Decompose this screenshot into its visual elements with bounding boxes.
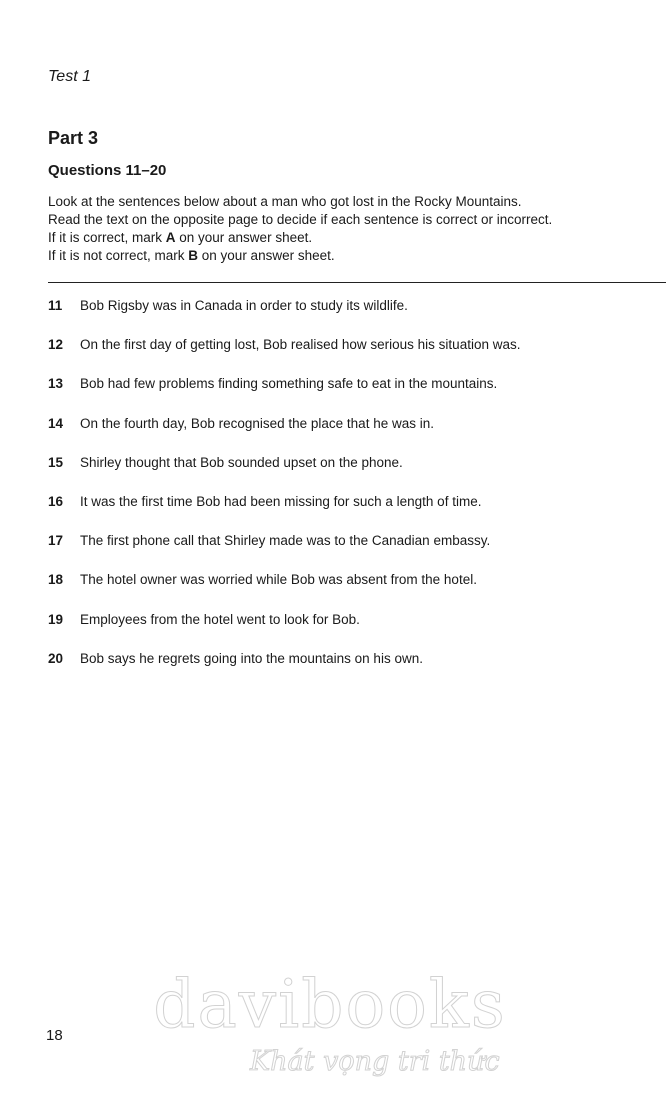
question-text: Shirley thought that Bob sounded upset on the phone.: [80, 454, 403, 470]
instruction-line-1: Look at the sentences below about a man who got lost in the Rocky Mountains.: [48, 194, 522, 209]
question-text: Employees from the hotel went to look for Bob.: [80, 611, 360, 627]
question-text: It was the first time Bob had been missing for such a length of time.: [80, 493, 482, 509]
question-text: The hotel owner was worried while Bob was absent from the hotel.: [80, 572, 477, 588]
instruction-line-4-suffix: on your answer sheet.: [198, 248, 335, 263]
question-text: On the fourth day, Bob recognised the place that he was in.: [80, 415, 434, 431]
instruction-line-2: Read the text on the opposite page to decide if each sentence is correct or incorrect.: [48, 212, 553, 227]
question-list: [48, 298, 648, 690]
questions-heading: Questions 11–20: [48, 162, 167, 179]
question-item: [48, 612, 648, 651]
question-text: The first phone call that Shirley made was to the Canadian embassy.: [80, 533, 491, 549]
test-label: Test 1: [48, 68, 91, 85]
page-number: 18: [46, 1027, 63, 1044]
question-number: 13: [48, 376, 64, 392]
question-number: 11: [48, 298, 63, 313]
question-item: [48, 455, 648, 494]
instruction-line-3-prefix: If it is correct, mark: [48, 230, 166, 245]
question-number: 18: [48, 572, 64, 588]
question-number: 16: [48, 493, 64, 509]
question-text: Bob says he regrets going into the mountains on his own.: [80, 650, 423, 666]
question-item: [48, 494, 648, 533]
question-item: [48, 337, 648, 376]
question-text: On the first day of getting lost, Bob realised how serious his situation was.: [80, 337, 521, 353]
instruction-line-3-suffix: on your answer sheet.: [175, 230, 313, 245]
instruction-line-4-prefix: If it is not correct, mark: [48, 248, 189, 263]
part-title: Part 3: [48, 128, 99, 148]
question-item: [48, 298, 648, 337]
answer-letter-a: A: [165, 230, 176, 245]
question-number: 20: [48, 650, 64, 666]
watermark-brand: davibooks: [153, 966, 507, 1043]
instruction-line-4: [48, 247, 648, 265]
question-item: [48, 416, 648, 455]
question-number: 14: [48, 415, 64, 431]
watermark: [130, 965, 530, 1079]
instruction-line-3: [48, 229, 648, 247]
watermark-tagline: Khát vọng tri thức: [250, 1046, 500, 1077]
question-item: [48, 533, 648, 572]
question-text: Bob had few problems finding something safe to eat in the mountains.: [80, 376, 498, 392]
question-item: [48, 651, 648, 690]
answer-letter-b: B: [188, 248, 199, 263]
section-divider: [48, 282, 666, 283]
question-number: 12: [48, 337, 64, 353]
question-number: 15: [48, 454, 64, 470]
question-item: [48, 572, 648, 611]
question-number: 17: [48, 533, 64, 549]
instructions: [48, 193, 648, 265]
question-text: Bob Rigsby was in Canada in order to study its wildlife.: [80, 298, 408, 313]
question-item: [48, 376, 648, 415]
question-number: 19: [48, 611, 64, 627]
